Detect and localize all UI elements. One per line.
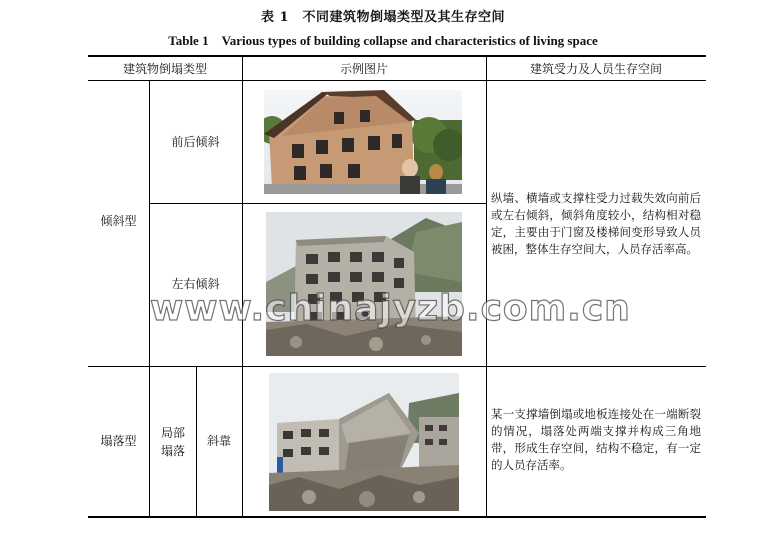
table-header-rule (88, 80, 706, 81)
photo-leaning-house (264, 90, 462, 194)
header-force-space: 建筑受力及人员生存空间 (529, 62, 662, 76)
header-collapse-type: 建筑物倒塌类型 (122, 62, 207, 76)
photo-side-tilt-building (266, 212, 462, 356)
grid-vline (486, 56, 487, 517)
grid-hline (149, 203, 486, 204)
watermark: www.chinajyzb.com.cn (150, 288, 631, 329)
header-example-image: 示例图片 (339, 62, 388, 76)
table-top-rule (88, 55, 706, 57)
type-tilt: 倾斜型 (100, 214, 137, 228)
photo-partial-collapse (269, 373, 459, 511)
table-caption-cn: 表 1 不同建筑物倒塌类型及其生存空间 (260, 10, 506, 25)
description-tilt: 纵墙、横墙或支撑柱受力过载失效向前后或左右倾斜，倾斜角度较小，结构相对稳定，主要由于门窗及楼梯间变形导致人员被困，整体生存空间大，人员存活率高。 (491, 191, 701, 256)
detail-leaning: 斜靠 (206, 434, 231, 448)
type-collapse: 塌落型 (100, 434, 137, 448)
subtype-front-back-tilt: 前后倾斜 (171, 135, 220, 149)
table-caption-en: Table 1 Various types of building collapse and characteristics of living space (168, 33, 598, 48)
subtype-left-right-tilt: 左右倾斜 (171, 277, 220, 291)
grid-hline (88, 366, 706, 367)
table-bottom-rule (88, 516, 706, 518)
grid-vline (242, 56, 243, 517)
description-collapse: 某一支撑墙倒塌或地板连接处在一端断裂的情况，塌落处两端支撑并构成三角地带，形成生存空间，结构不稳定，有一定的人员存活率。 (491, 407, 701, 472)
subtype-partial-collapse: 局部塌落 (160, 426, 185, 458)
